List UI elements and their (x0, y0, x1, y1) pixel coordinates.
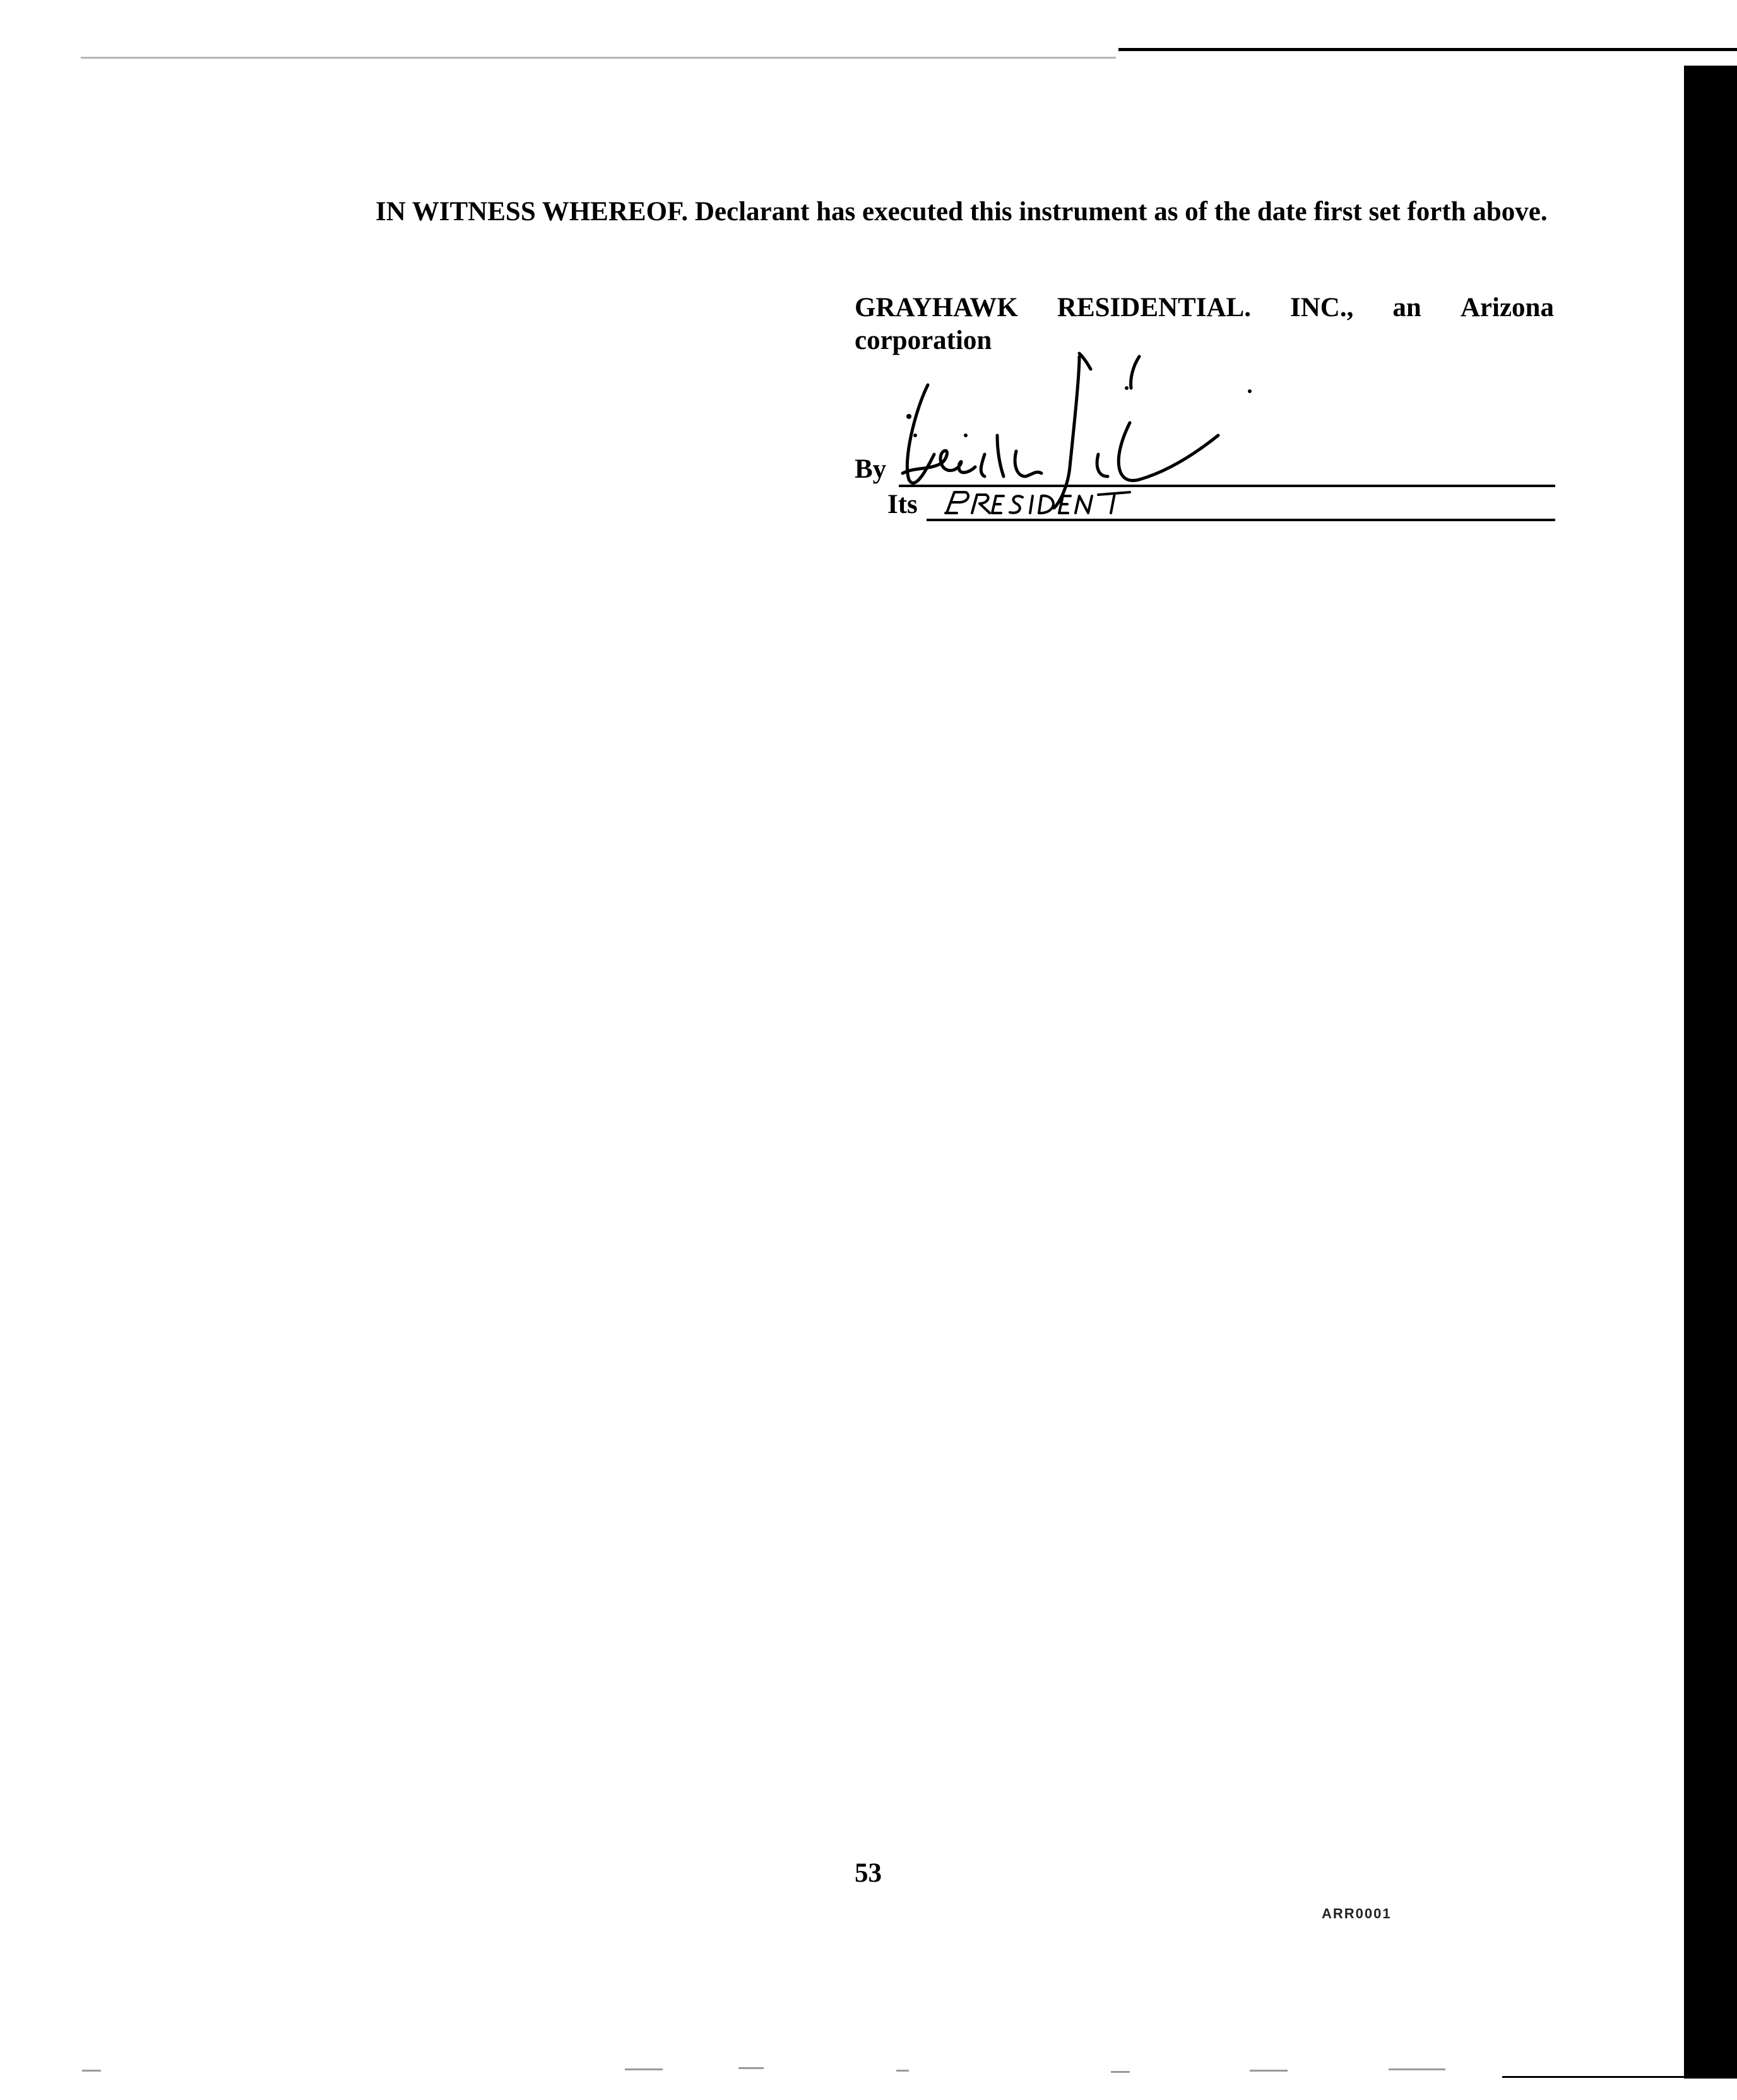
witness-lead: IN WITNESS WHEREOF. (376, 197, 689, 227)
its-label: Its (887, 490, 918, 519)
company-word: Arizona (1460, 293, 1554, 322)
handwritten-title (940, 485, 1155, 522)
witness-paragraph (202, 193, 1554, 231)
document-stamp: ARR0001 (1322, 1906, 1392, 1921)
witness-text: Declarant has executed this instrument as of the date first set forth above. (688, 197, 1548, 227)
company-word: GRAYHAWK (855, 293, 1018, 322)
company-word: RESIDENTIAL. (1057, 293, 1251, 322)
company-line-2: corporation (855, 326, 992, 355)
company-word: INC., (1290, 293, 1354, 322)
scan-top-rule-thick (1118, 48, 1737, 51)
company-line-1 (855, 292, 1554, 324)
company-word: an (1392, 293, 1421, 322)
scan-top-rule-thin (81, 57, 1116, 59)
scan-right-edge-bar (1684, 66, 1737, 2079)
by-label: By (855, 454, 887, 484)
page-number: 53 (855, 1858, 882, 1888)
scan-bottom-marks (0, 2063, 1737, 2100)
